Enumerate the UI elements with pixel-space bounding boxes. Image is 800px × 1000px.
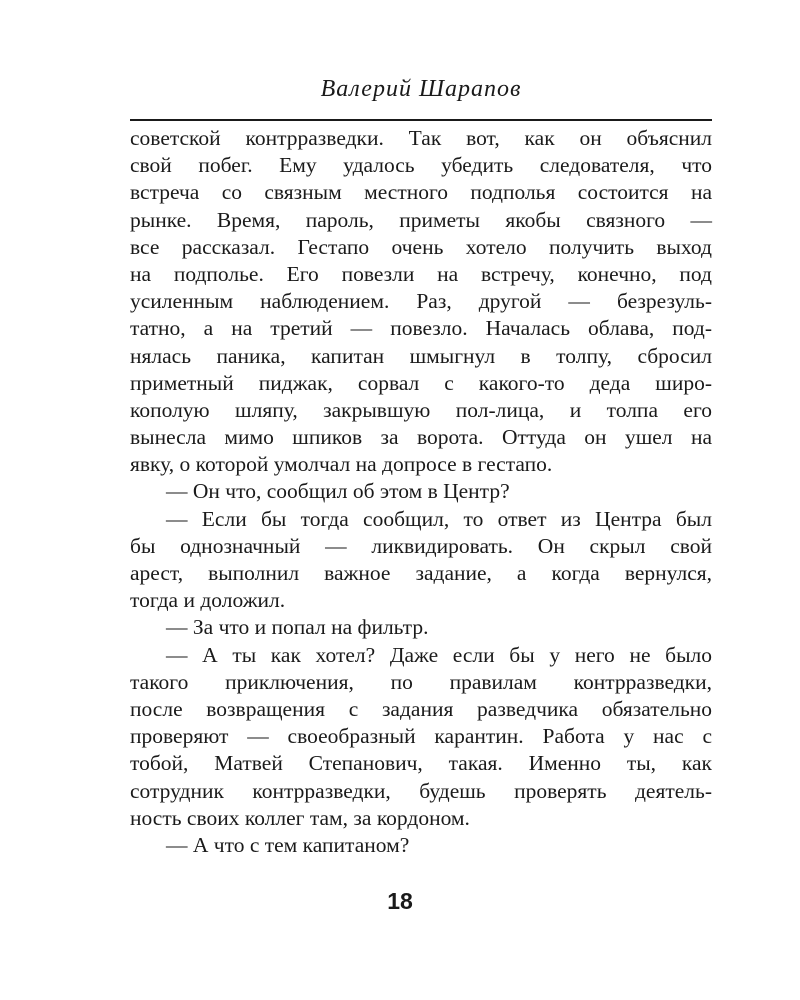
text-line: после возвращения с задания разведчика обязательно xyxy=(130,696,712,721)
text-line: такого приключения, по правилам контрразведки, xyxy=(130,669,712,694)
running-header-author: Валерий Шарапов xyxy=(320,76,522,102)
text-line: явку, о которой умолчал на допросе в гестапо. xyxy=(130,452,553,477)
text-line: все рассказал. Гестапо очень хотело получить выход xyxy=(130,234,712,259)
text-line: арест, выполнил важное задание, а когда вернулся, xyxy=(130,561,712,585)
body-text xyxy=(130,125,712,859)
header-divider xyxy=(130,119,712,121)
text-line: встреча со связным местного подполья состоится на xyxy=(130,180,712,205)
text-line: нялась паника, капитан шмыгнул в толпу, сбросил xyxy=(130,343,712,368)
text-line: татно, а на третий — повезло. Началась облава, под- xyxy=(130,316,712,341)
text-line: усиленным наблюдением. Раз, другой — безрезуль- xyxy=(130,289,712,314)
text-line: приметный пиджак, сорвал с какого-то деда широ- xyxy=(130,370,712,395)
dialogue-line: — А ты как хотел? Даже если бы у него не было xyxy=(166,642,712,667)
text-line: ность своих коллег там, за кордоном. xyxy=(130,805,470,830)
text-line: рынке. Время, пароль, приметы якобы связного — xyxy=(130,207,712,232)
text-line: проверяют — своеобразный карантин. Работа у нас с xyxy=(130,724,712,749)
text-line: кополую шляпу, закрывшую пол-лица, и толпа его xyxy=(130,397,712,422)
text-line: свой побег. Ему удалось убедить следователя, что xyxy=(130,153,712,178)
text-line: на подполье. Его повезли на встречу, конечно, под xyxy=(130,261,712,286)
dialogue-line: — За что и попал на фильтр. xyxy=(166,615,429,640)
dialogue-line: — Если бы тогда сообщил, то ответ из Центра был xyxy=(166,506,712,531)
text-line: тобой, Матвей Степанович, такая. Именно ты, как xyxy=(130,751,712,776)
text-line: сотрудник контрразведки, будешь проверять деятель- xyxy=(130,778,712,803)
text-line: вынесла мимо шпиков за ворота. Оттуда он ушел на xyxy=(130,425,712,450)
text-line: бы однозначный — ликвидировать. Он скрыл свой xyxy=(130,533,712,558)
text-line: тогда и доложил. xyxy=(130,588,286,613)
text-line: советской контрразведки. Так вот, как он объяснил xyxy=(130,126,712,150)
dialogue-line: — Он что, сообщил об этом в Центр? xyxy=(166,479,510,504)
page-number: 18 xyxy=(387,888,413,914)
dialogue-line: — А что с тем капитаном? xyxy=(166,832,410,857)
